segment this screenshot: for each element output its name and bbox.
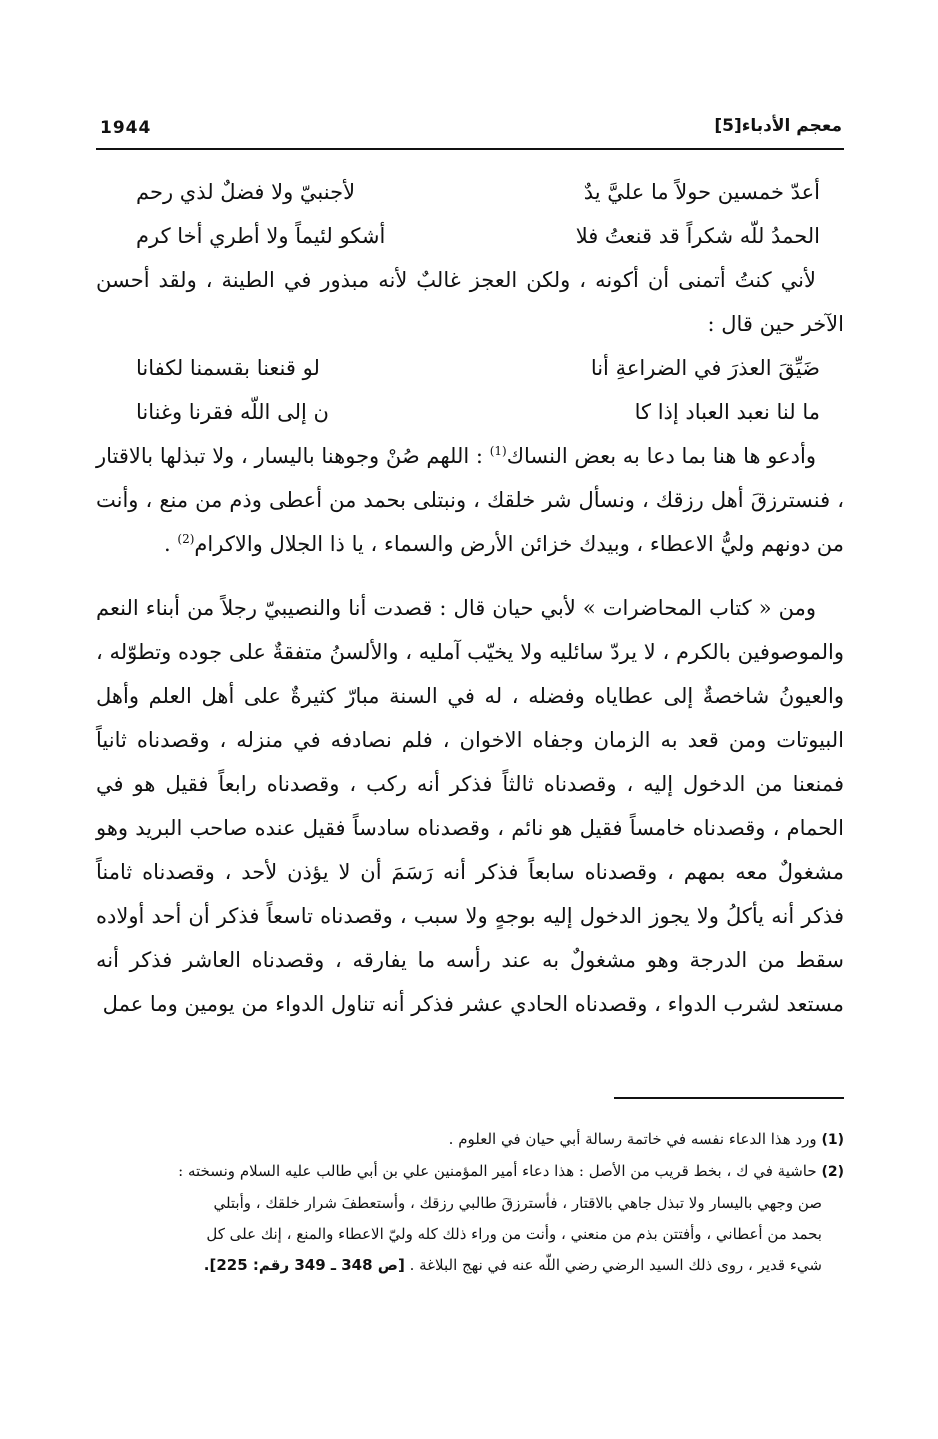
paragraph-3: ومن « كتاب المحاضرات » لأبي حيان قال : قصدت أنا والنصيبيّ رجلاً من أبناء النعم والموصوفين بالكرم ، لا يردّ سائليه ولا يخيّب آمليه ، والألسنُ متفقةٌ على جوده وتطوّله ، والعيونُ شاخصةٌ إلى عطاياه وفضله ، له في السنة مبارّ كثيرةٌ على أهل العلم وأهل البيوتات ومن قعد به الزمان وجفاه الاخوان ، فلم نصادفه في منزله ، وقصدناه ثانياً فمنعنا من الدخول إليه ، وقصدناه ثالثاً فذكر أنه ركب ، وقصدناه رابعاً فقيل هو في الحمام ، وقصدناه خامساً فقيل هو نائم ، وقصدناه سادساً فقيل عنده صاحب البريد وهو مشغولٌ معه بمهم ، وقصدناه سابعاً فذكر أنه رَسَمَ أن لا يؤذن لأحد ، وقصدناه ثامناً فذكر أنه يأكلُ ولا يجوز الدخول إليه بوجهٍ ولا سبب ، وقصدناه تاسعاً فذكر أن أحد أولاده سقط من الدرجة وهو مشغولٌ به عند رأسه ما يفارقه ، وقصدناه العاشر فذكر أنه مستعد لشرب الدواء ، وقصدناه الحادي عشر فذكر أنه تناول الدواء من يومين وما عمل bbox=[96, 596, 844, 1016]
footnote-2-line-1: حاشية في ك ، بخط قريب من الأصل : هذا دعاء أمير المؤمنين علي بن أبي طالب عليه السلام ونسخته : bbox=[178, 1162, 817, 1180]
main-text bbox=[96, 170, 844, 1026]
page-header bbox=[96, 108, 844, 150]
footnote-1-text: ورد هذا الدعاء نفسه في خاتمة رسالة أبي حيان في العلوم . bbox=[448, 1130, 817, 1148]
poem-1 bbox=[96, 170, 844, 258]
footnote-2-line-4 bbox=[96, 1250, 844, 1281]
verse-second-hemistich: لو قنعنا بقسمنا لكفانا bbox=[136, 356, 320, 380]
footnote-2-line-3: بحمد من أعطاني ، وأفتتن بذم من منعني ، وأنت من وراء ذلك كله وليّ الاعطاء والمنع ، إنك على كل bbox=[206, 1225, 822, 1243]
paragraph-2-end: . bbox=[164, 532, 178, 556]
paragraph-gap bbox=[96, 566, 844, 586]
verse-first-hemistich: الحمدُ للّه شكراً قد قنعتُ فلا bbox=[575, 224, 820, 248]
paragraph-2-body: : اللهم صُنْ وجوهنا باليسار ، ولا تبذلها بالاقتار ، فنسترزقَ أهل رزقك ، ونسأل شر خلقك ، ونبتلى بحمد من أعطى وذم من منع ، وأنت من دونهم وليُّ الاعطاء ، وبيدك خزائن الأرض والسماء ، يا ذا الجلال والاكرام bbox=[96, 444, 844, 556]
verse-first-hemistich: ضَيِّقَ العذرَ في الضراعةِ أنا bbox=[590, 356, 820, 380]
footnote-2-line-4-text: شيء قدير ، روى ذلك السيد الرضي رضي اللّه عنه في نهج البلاغة . bbox=[409, 1256, 822, 1274]
paragraph-2-start: وأدعو ها هنا بما دعا به بعض النساك bbox=[506, 444, 816, 468]
paragraph-1: لأني كنتُ أتمنى أن أكونه ، ولكن العجز غالبٌ لأنه مبذور في الطينة ، ولقد أحسن الآخر حين قال : bbox=[96, 268, 844, 336]
footnote-1 bbox=[96, 1124, 844, 1156]
running-title: معجم الأدباء[5] bbox=[714, 116, 842, 136]
footnote-2-line-2: صن وجهي باليسار ولا تبذل جاهي بالاقتار ، فأسترزقَ طالبي رزقك ، وأستعطفَ شرار خلقك ، وأبتلي bbox=[213, 1194, 822, 1212]
footnote-2 bbox=[96, 1156, 844, 1188]
verse-line bbox=[96, 390, 844, 434]
verse-line bbox=[96, 170, 844, 214]
footnote-marker-1[interactable]: (1) bbox=[489, 444, 507, 458]
verse-second-hemistich: ن إلى اللّه فقرنا وغنانا bbox=[136, 400, 329, 424]
poem-2 bbox=[96, 346, 844, 434]
verse-line bbox=[96, 214, 844, 258]
verse-line bbox=[96, 346, 844, 390]
footnote-separator bbox=[614, 1097, 844, 1099]
footnotes bbox=[96, 1124, 844, 1281]
paragraph-2 bbox=[96, 434, 844, 566]
footnote-1-number: (1) bbox=[821, 1132, 844, 1148]
verse-second-hemistich: لأجنبيّ ولا فضلٌ لذي رحم bbox=[136, 180, 356, 204]
verse-second-hemistich: أشكو لئيماً ولا أطري أخا كرم bbox=[136, 224, 386, 248]
footnote-marker-2[interactable]: (2) bbox=[177, 532, 195, 546]
footnote-2-number: (2) bbox=[821, 1164, 844, 1180]
verse-first-hemistich: ما لنا نعبد العباد إذا كا bbox=[634, 400, 820, 424]
footnote-2-reference: [ص 348 ـ 349 رقم: 225]. bbox=[203, 1256, 405, 1274]
page-number: 1944 bbox=[100, 118, 152, 138]
verse-first-hemistich: أعدّ خمسين حولاً ما عليَّ يدٌ bbox=[583, 180, 820, 204]
